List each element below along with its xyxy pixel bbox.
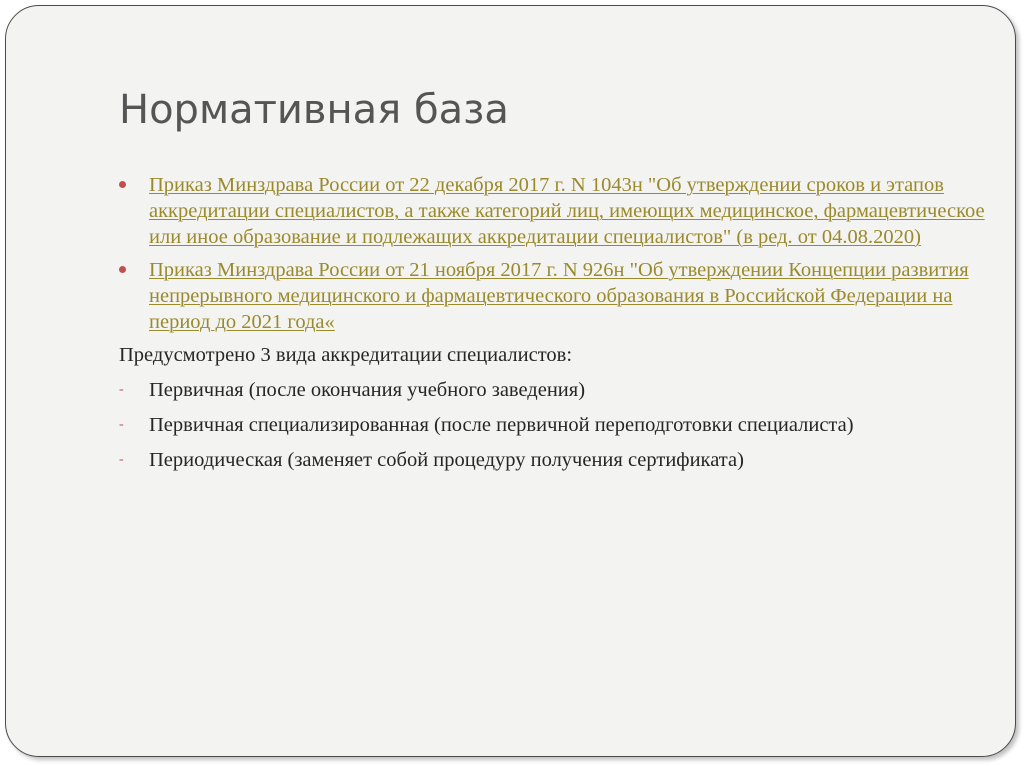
accreditation-type-label: Первичная (после окончания учебного заведения) [149, 379, 586, 401]
accreditation-type-item [119, 377, 999, 403]
reference-item [119, 172, 999, 250]
slide-title: Нормативная база [119, 87, 509, 133]
accreditation-type-item [119, 447, 999, 473]
reference-item [119, 257, 999, 335]
accreditation-type-item [119, 412, 999, 438]
slide-content [119, 172, 999, 482]
dash-bullet-icon: - [119, 452, 124, 467]
bullet-dot-icon [119, 266, 126, 273]
accreditation-type-label: Периодическая (заменяет собой процедуру получения сертификата) [149, 449, 744, 471]
dash-bullet-icon: - [119, 382, 124, 397]
slide-frame [5, 5, 1016, 757]
bullet-dot-icon [119, 181, 126, 188]
reference-link-order-1043n[interactable]: Приказ Минздрава России от 22 декабря 2017 г. N 1043н "Об утверждении сроков и этапов аккредитации специалистов, а также категорий лиц, имеющих медицинское, фармацевтическое или иное образование и подлежащих аккредитации специалистов" (в ред. от 04.08.2020) [149, 174, 985, 248]
accreditation-types-list [119, 377, 999, 473]
reference-link-order-926n[interactable]: Приказ Минздрава России от 21 ноября 2017 г. N 926н "Об утверждении Концепции развития непрерывного медицинского и фармацевтического образования в Российской Федерации на период до 2021 года« [149, 259, 969, 333]
reference-list [119, 172, 999, 335]
dash-bullet-icon: - [119, 417, 124, 432]
accreditation-type-label: Первичная специализированная (после первичной переподготовки специалиста) [149, 414, 854, 436]
accreditation-intro: Предусмотрено 3 вида аккредитации специалистов: [119, 344, 573, 366]
